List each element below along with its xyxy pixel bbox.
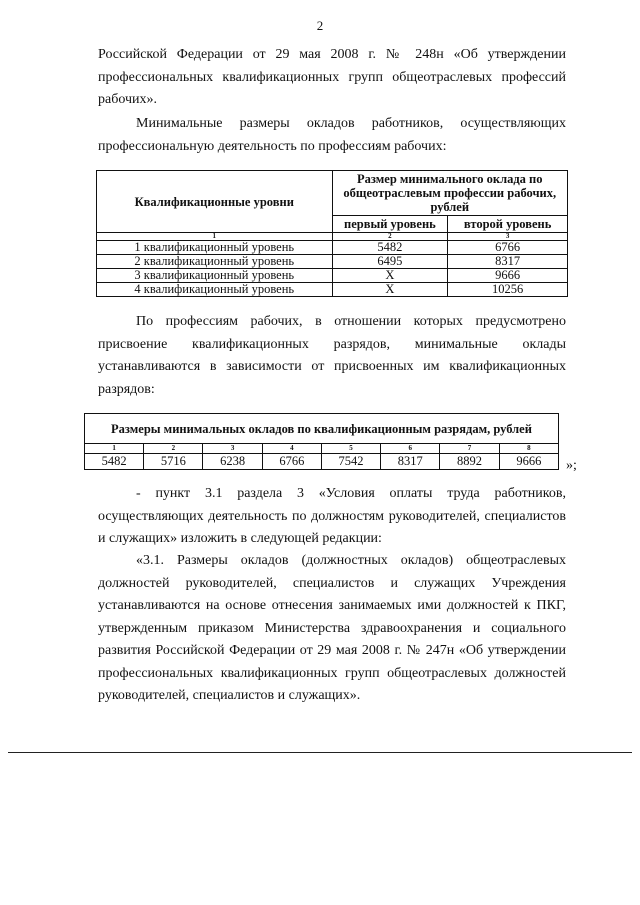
paragraph-item-3-1: - пункт 3.1 раздела 3 «Условия оплаты труда работников, осуществляющих деятельность по должностям руководителей, специалистов и служащих» изложить в следующей редакции: xyxy=(98,486,566,546)
table1-cell: 10256 xyxy=(448,283,568,297)
table2-cell: 7542 xyxy=(321,454,380,470)
table-row xyxy=(97,255,568,269)
footer-divider xyxy=(8,752,632,753)
table2-cell: 5482 xyxy=(85,454,144,470)
table1-cell: 8317 xyxy=(448,255,568,269)
table2-col-number: 7 xyxy=(440,444,499,454)
salary-table-ranks xyxy=(84,413,559,470)
paragraph-3-1-text: «3.1. Размеры окладов (должностных окладов) общеотраслевых должностей руководителей, специалистов и служащих Учреждения устанавливаются на основе отнесения занимаемых ими должностей к ПКГ, утвержденным приказом Министерства здравоохранения и социального развития Российской Федерации от 29 мая 2008 г. № 247н «Об утверждении профессиональных квалификационных групп общеотраслевых должностей руководителей, специалистов и служащих». xyxy=(98,553,566,703)
salary-table-levels xyxy=(96,170,568,297)
table2-col-number: 1 xyxy=(85,444,144,454)
table-row xyxy=(97,269,568,283)
table2-cell: 8892 xyxy=(440,454,499,470)
intro-paragraph: Российской Федерации от 29 мая 2008 г. № 248н «Об утверждении профессиональных квалификационных групп общеотраслевых профессий рабочих». xyxy=(98,47,566,107)
table-row xyxy=(85,454,559,470)
table2-col-number: 6 xyxy=(381,444,440,454)
paragraph-ranks: По профессиям рабочих, в отношении которых предусмотрено присвоение квалификационных разрядов, минимальные оклады устанавливаются в зависимости от присвоенных им квалификационных разрядов: xyxy=(98,314,566,397)
table1-group-header: Размер минимального оклада по общеотраслевым профессии рабочих, рублей xyxy=(332,171,567,216)
table1-cell: 9666 xyxy=(448,269,568,283)
table1-col-number: 2 xyxy=(332,233,448,241)
table2-col-number: 3 xyxy=(203,444,262,454)
paragraph-min-salaries: Минимальные размеры окладов работников, осуществляющих профессиональную деятельность по профессиям рабочих: xyxy=(98,116,566,154)
table-row xyxy=(97,283,568,297)
table2-cell: 6238 xyxy=(203,454,262,470)
table2-cell: 8317 xyxy=(381,454,440,470)
table1-cell: 6766 xyxy=(448,241,568,255)
table1-cell: X xyxy=(332,283,448,297)
table1-level-label: 2 квалификационный уровень xyxy=(97,255,333,269)
table2-cell: 6766 xyxy=(262,454,321,470)
table1-level-label: 1 квалификационный уровень xyxy=(97,241,333,255)
table1-subheader-second: второй уровень xyxy=(448,216,568,233)
table2-col-number: 8 xyxy=(499,444,558,454)
table1-level-label: 3 квалификационный уровень xyxy=(97,269,333,283)
table1-cell: 6495 xyxy=(332,255,448,269)
table1-cell: 5482 xyxy=(332,241,448,255)
page-number: 2 xyxy=(316,18,324,33)
table2-col-number: 5 xyxy=(321,444,380,454)
table2-col-number: 2 xyxy=(144,444,203,454)
table2-col-number: 4 xyxy=(262,444,321,454)
table1-subheader-first: первый уровень xyxy=(332,216,448,233)
table1-level-label: 4 квалификационный уровень xyxy=(97,283,333,297)
table2-cell: 5716 xyxy=(144,454,203,470)
table1-col-number: 1 xyxy=(97,233,333,241)
table2-closing-quote: »; xyxy=(566,458,577,473)
table1-col-number: 3 xyxy=(448,233,568,241)
table2-cell: 9666 xyxy=(499,454,558,470)
table-row xyxy=(97,241,568,255)
table1-cell: X xyxy=(332,269,448,283)
table2-header: Размеры минимальных окладов по квалификационным разрядам, рублей xyxy=(85,414,559,444)
table1-col1-header: Квалификационные уровни xyxy=(97,171,333,233)
